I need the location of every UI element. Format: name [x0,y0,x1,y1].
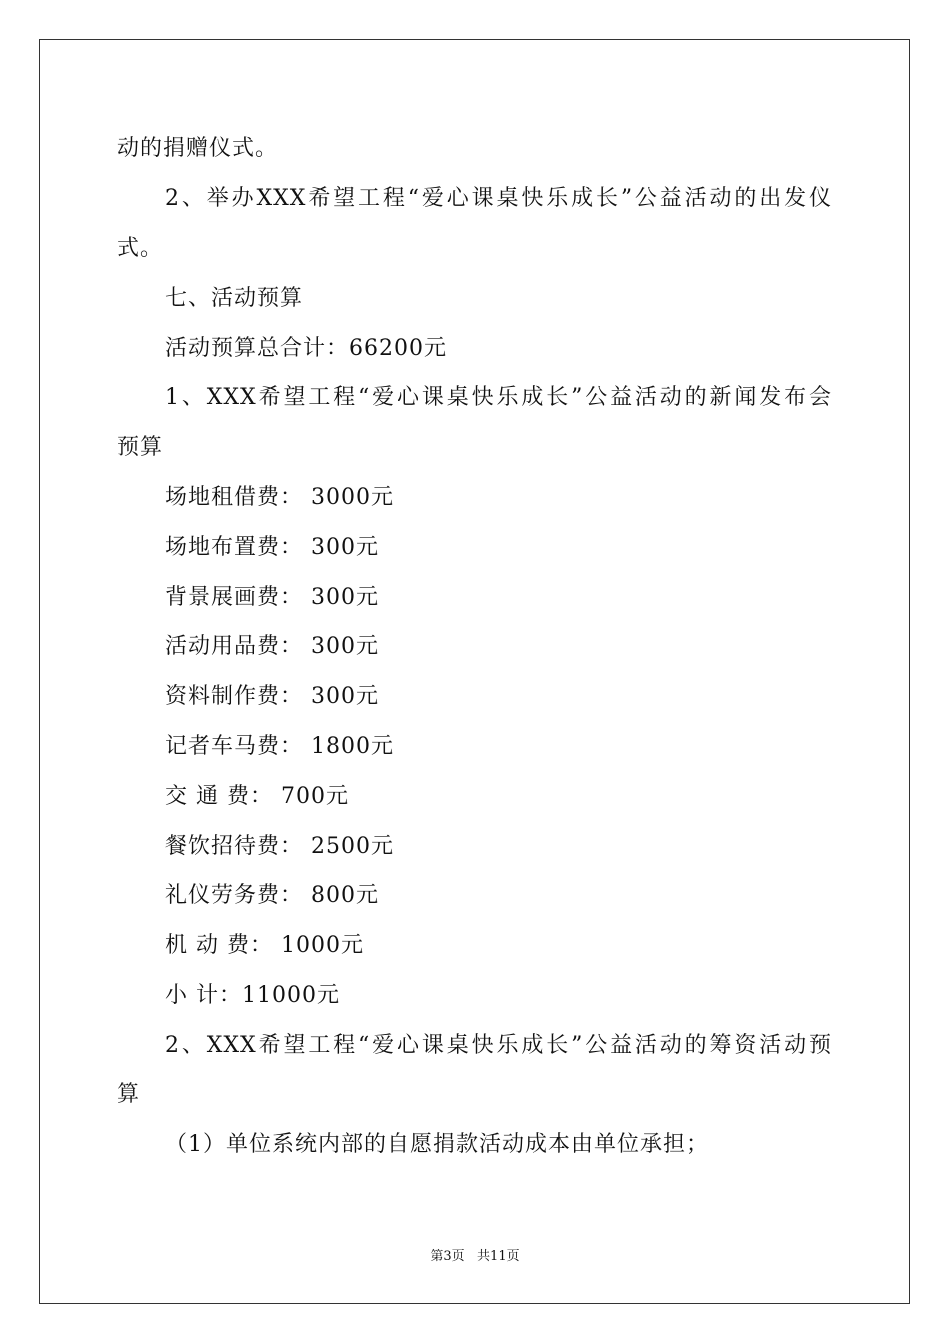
budget-item: 背景展画费： 300元 [165,585,379,610]
budget-subtotal: 小 计：11000元 [165,983,340,1008]
budget-item: 场地租借费： 3000元 [165,485,394,510]
budget-item: 资料制作费： 300元 [165,684,379,709]
budget-item: 交 通 费： 700元 [165,784,349,809]
text-line: （1）单位系统内部的自愿捐款活动成本由单位承担； [165,1132,709,1157]
budget-item: 机 动 费： 1000元 [165,933,364,958]
text-line: 1、XXX希望工程“爱心课桌快乐成长”公益活动的新闻发布会 [165,385,832,410]
text-line: 预算 [117,435,164,460]
budget-item: 记者车马费： 1800元 [165,734,394,759]
budget-item: 活动用品费： 300元 [165,634,379,659]
text-line: 活动预算总合计：66200元 [165,336,447,361]
budget-item: 餐饮招待费： 2500元 [165,834,394,859]
text-line: 动的捐赠仪式。 [117,136,279,161]
budget-item: 场地布置费： 300元 [165,535,379,560]
text-line: 式。 [117,236,164,261]
section-heading: 七、活动预算 [165,286,304,311]
text-line: 2、XXX希望工程“爱心课桌快乐成长”公益活动的筹资活动预 [165,1033,832,1058]
budget-item: 礼仪劳务费： 800元 [165,883,379,908]
text-line: 2、举办XXX希望工程“爱心课桌快乐成长”公益活动的出发仪 [165,186,832,211]
page-number: 第3页 共11页 [430,1249,520,1264]
text-line: 算 [117,1082,141,1107]
page-border [39,39,910,1304]
